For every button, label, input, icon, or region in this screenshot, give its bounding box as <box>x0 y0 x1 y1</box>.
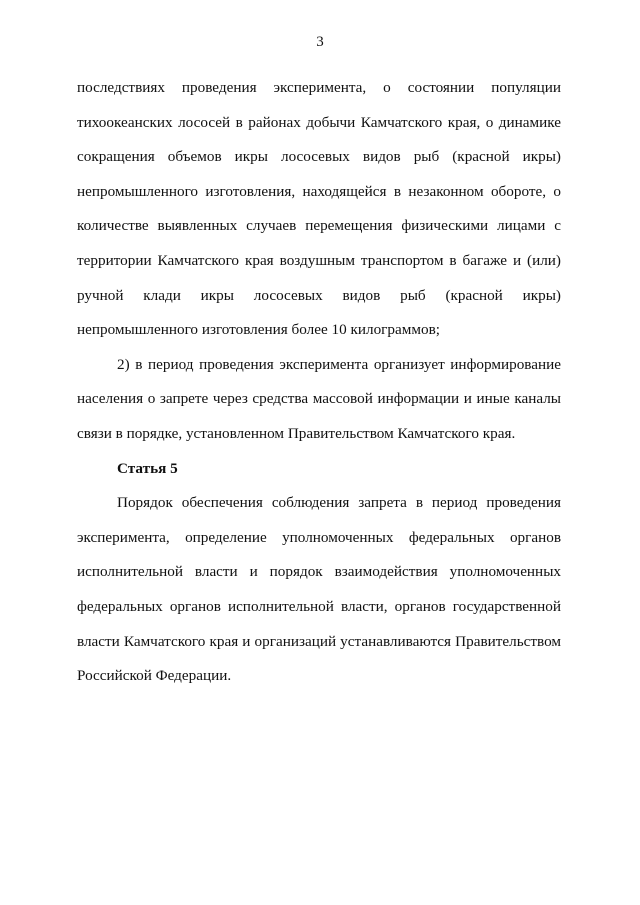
text-line: Российской Федерации. <box>77 667 232 685</box>
text-line: эксперимента, определение уполномоченных федеральных органов <box>77 528 561 546</box>
text-line: территории Камчатского края воздушным транспортом в багаже и (или) <box>77 251 561 269</box>
text-line: количестве выявленных случаев перемещения физическими лицами с <box>77 217 561 235</box>
paragraph-continuation <box>77 71 561 348</box>
paragraph-article-5 <box>77 486 561 694</box>
text-line: тихоокеанских лососей в районах добычи Камчатского края, о динамике <box>77 113 561 131</box>
document-body <box>77 71 561 694</box>
article-heading: Статья 5 <box>117 459 178 477</box>
text-line: непромышленного изготовления более 10 килограммов; <box>77 321 440 339</box>
text-line: связи в порядке, установленном Правительством Камчатского края. <box>77 424 516 442</box>
text-line: федеральных органов исполнительной власти, органов государственной <box>77 597 561 615</box>
text-line: ручной клади икры лососевых видов рыб (красной икры) <box>77 286 561 304</box>
page-number: 3 <box>316 34 324 50</box>
text-line: 2) в период проведения эксперимента организует информирование <box>117 355 561 373</box>
text-line: населения о запрете через средства массовой информации и иные каналы <box>77 390 561 408</box>
text-line: сокращения объемов икры лососевых видов рыб (красной икры) <box>77 148 561 166</box>
paragraph-item-2 <box>77 348 561 452</box>
text-line: непромышленного изготовления, находящейся в незаконном обороте, о <box>77 182 561 200</box>
text-line: Порядок обеспечения соблюдения запрета в период проведения <box>117 494 561 512</box>
text-line: последствиях проведения эксперимента, о состоянии популяции <box>77 79 561 96</box>
text-line: исполнительной власти и порядок взаимодействия уполномоченных <box>77 563 561 581</box>
text-line: власти Камчатского края и организаций устанавливаются Правительством <box>77 632 561 650</box>
